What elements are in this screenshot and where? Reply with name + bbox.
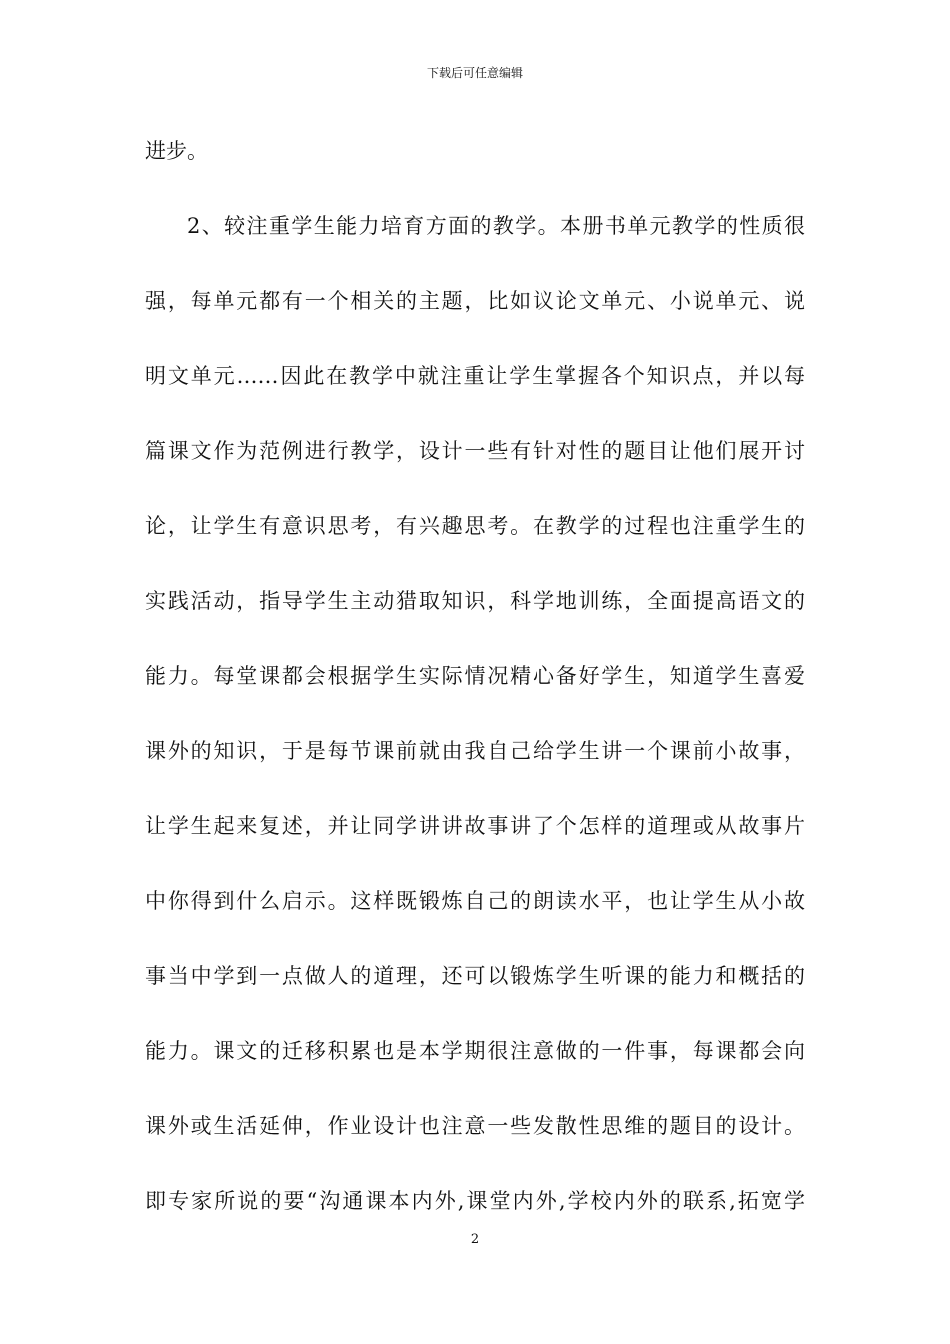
text-line: 即专家所说的要“沟通课本内外,课堂内外,学校内外的联系,拓宽学 — [145, 1189, 805, 1213]
text-line: 能力。每堂课都会根据学生实际情况精心备好学生，知道学生喜爱 — [145, 664, 805, 688]
text-line: 事当中学到一点做人的道理，还可以锻炼学生听课的能力和概括的 — [145, 964, 805, 988]
text-line: 强，每单元都有一个相关的主题，比如议论文单元、小说单元、说 — [145, 289, 805, 313]
text-line: 论，让学生有意识思考，有兴趣思考。在教学的过程也注重学生的 — [145, 514, 805, 538]
page-number: 2 — [470, 1232, 480, 1247]
text-line: 进步。 — [145, 139, 208, 163]
text-line: 中你得到什么启示。这样既锻炼自己的朗读水平，也让学生从小故 — [145, 889, 805, 913]
text-line: 课外或生活延伸，作业设计也注意一些发散性思维的题目的设计。 — [145, 1114, 805, 1138]
page-header: 下载后可任意编辑 — [426, 66, 523, 80]
text-line: 实践活动，指导学生主动猎取知识，科学地训练，全面提高语文的 — [145, 589, 805, 613]
text-line: 明文单元……因此在教学中就注重让学生掌握各个知识点，并以每 — [145, 364, 805, 388]
text-line: 2、较注重学生能力培育方面的教学。本册书单元教学的性质很 — [187, 214, 805, 238]
document-body — [145, 133, 805, 1258]
text-line: 让学生起来复述，并让同学讲讲故事讲了个怎样的道理或从故事片 — [145, 814, 805, 838]
text-line: 能力。课文的迁移积累也是本学期很注意做的一件事，每课都会向 — [145, 1039, 805, 1063]
text-line: 篇课文作为范例进行教学，设计一些有针对性的题目让他们展开讨 — [145, 439, 805, 463]
text-line: 课外的知识，于是每节课前就由我自己给学生讲一个课前小故事， — [145, 739, 805, 763]
